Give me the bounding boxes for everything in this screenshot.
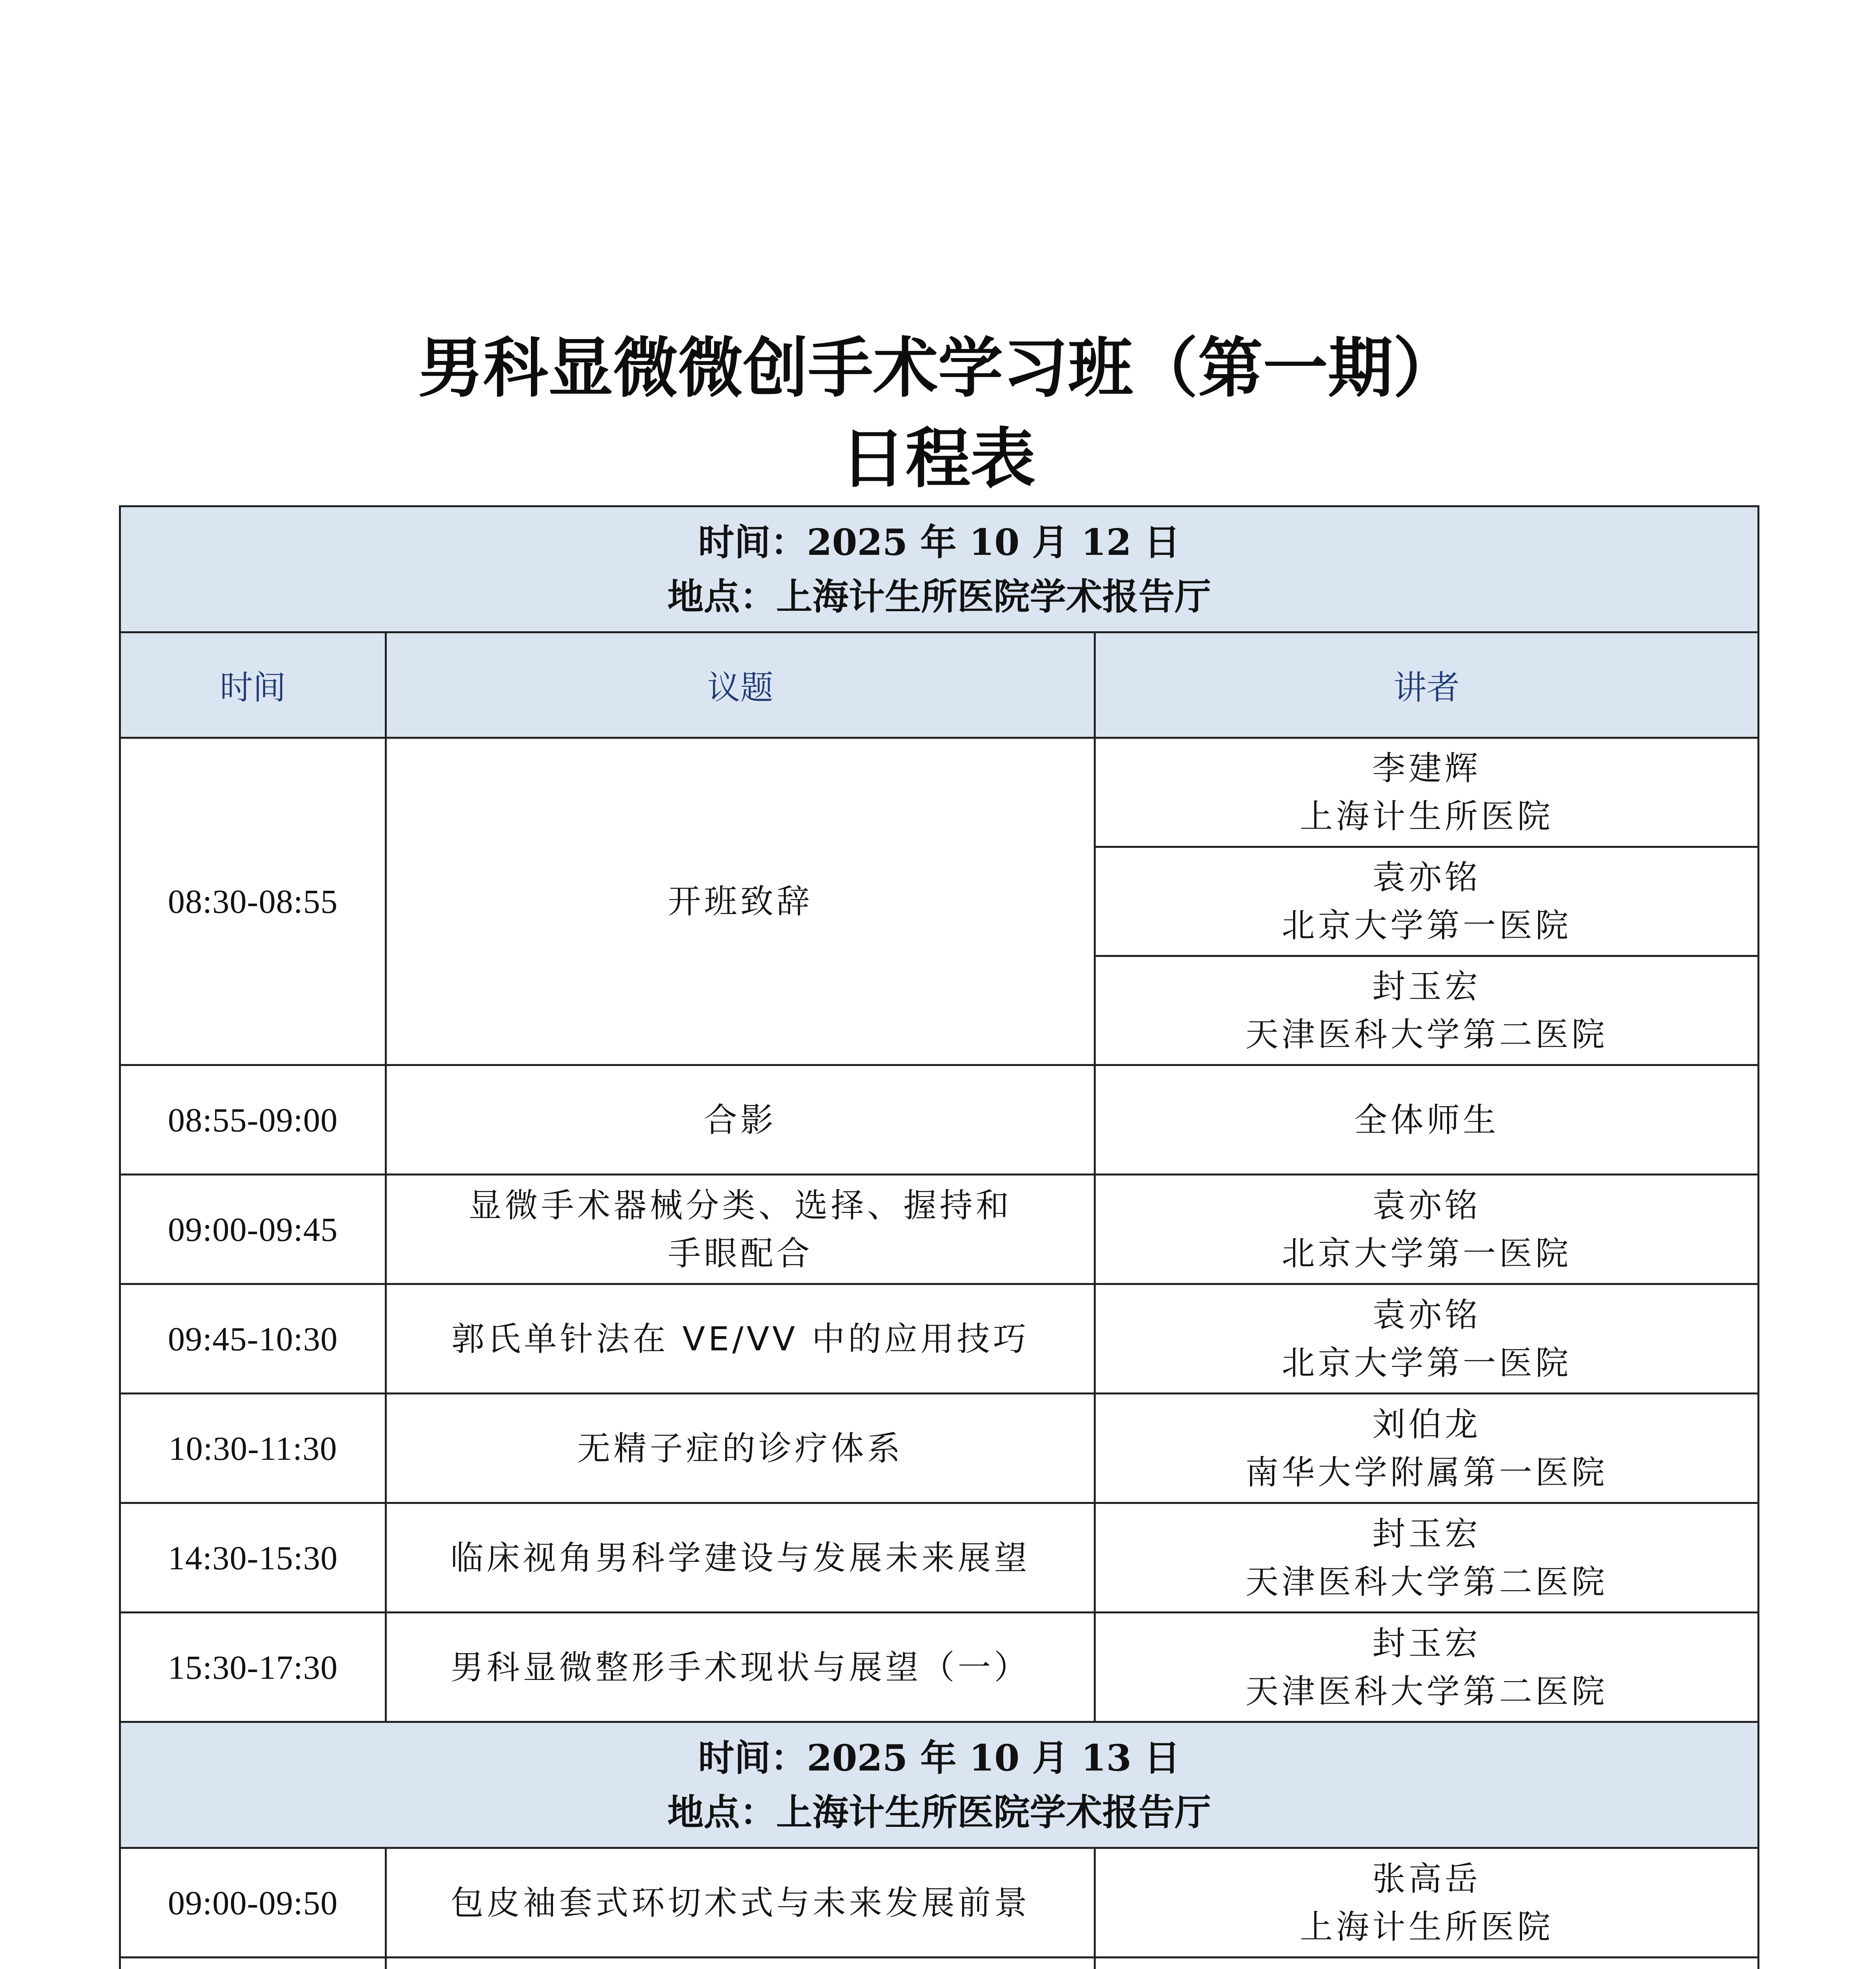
session-speaker — [1095, 1065, 1759, 1175]
topic-line: 显微手术器械分类、选择、握持和 — [468, 1186, 1012, 1225]
day-date: 时间：2025 年 10 月 12 日 — [698, 521, 1180, 564]
session-speaker — [1095, 1848, 1759, 1958]
speaker-affiliation: 上海计生所医院 — [1300, 1907, 1554, 1946]
topic-line: 手眼配合 — [668, 1234, 813, 1273]
topic-line: 开班致辞 — [668, 882, 813, 921]
topic-line: 男科显微整形手术现状与展望（一） — [450, 1648, 1030, 1687]
day-date: 时间：2025 年 10 月 13 日 — [698, 1736, 1180, 1779]
session-topic — [386, 1175, 1095, 1284]
table-row — [120, 738, 1759, 847]
speaker-name: 封玉宏 — [1372, 1514, 1481, 1553]
column-header-topic: 议题 — [386, 632, 1095, 738]
speaker-affiliation: 天津医科大学第二医院 — [1245, 1015, 1608, 1054]
speaker-affiliation: 北京大学第一医院 — [1282, 906, 1572, 945]
speaker-affiliation: 北京大学第一医院 — [1282, 1343, 1572, 1382]
session-topic — [386, 1394, 1095, 1503]
table-row — [120, 1613, 1759, 1722]
session-topic — [386, 1065, 1095, 1175]
table-row — [120, 1848, 1759, 1958]
table-row — [120, 1284, 1759, 1394]
topic-line — [395, 1964, 1086, 1969]
topic-line: 郭氏单针法在 VE/VV 中的应用技巧 — [451, 1319, 1030, 1358]
session-speaker — [1095, 1613, 1759, 1722]
day-venue: 地点：上海计生所医院学术报告厅 — [667, 575, 1211, 618]
speaker-affiliation: 南华大学附属第一医院 — [1245, 1453, 1608, 1492]
speaker-name: 袁亦铭 — [1372, 1186, 1481, 1225]
session-time: 09:45-10:30 — [120, 1284, 386, 1394]
speaker-affiliation: 天津医科大学第二医院 — [1245, 1562, 1608, 1601]
speaker-name: 袁亦铭 — [1372, 1295, 1481, 1334]
session-speaker — [1095, 956, 1759, 1065]
speaker-name — [1104, 1964, 1750, 1969]
session-time: 08:30-08:55 — [120, 738, 386, 1065]
session-time — [120, 1958, 386, 1969]
table-row — [120, 1503, 1759, 1613]
session-speaker — [1095, 738, 1759, 847]
session-speaker — [1095, 847, 1759, 956]
session-speaker — [1095, 1503, 1759, 1613]
table-row — [120, 1175, 1759, 1284]
day-header — [120, 506, 1759, 632]
session-time: 10:30-11:30 — [120, 1394, 386, 1503]
document-title: 男科显微微创手术学习班（第一期） — [418, 330, 1458, 406]
speaker-name: 张高岳 — [1372, 1859, 1481, 1898]
session-topic — [386, 1958, 1095, 1969]
topic-line: 合影 — [704, 1100, 777, 1139]
column-header-time: 时间 — [120, 632, 386, 738]
session-speaker — [1095, 1394, 1759, 1503]
schedule-table — [119, 505, 1759, 1969]
speaker-affiliation: 上海计生所医院 — [1300, 797, 1554, 836]
column-header-speaker: 讲者 — [1095, 632, 1759, 738]
session-topic — [386, 1613, 1095, 1722]
document-subtitle: 日程表 — [841, 421, 1035, 497]
speaker-name: 袁亦铭 — [1372, 858, 1481, 897]
speaker-affiliation: 天津医科大学第二医院 — [1245, 1672, 1608, 1711]
session-time: 09:00-09:45 — [120, 1175, 386, 1284]
session-topic — [386, 1848, 1095, 1958]
speaker-name: 全体师生 — [1354, 1100, 1499, 1139]
table-row — [120, 1958, 1759, 1969]
session-time: 14:30-15:30 — [120, 1503, 386, 1613]
session-time: 09:00-09:50 — [120, 1848, 386, 1958]
session-speaker — [1095, 1175, 1759, 1284]
speaker-name: 刘伯龙 — [1372, 1405, 1481, 1444]
speaker-name: 封玉宏 — [1372, 967, 1481, 1006]
day-venue: 地点：上海计生所医院学术报告厅 — [667, 1791, 1211, 1834]
session-topic — [386, 1503, 1095, 1613]
topic-line: 临床视角男科学建设与发展未来展望 — [450, 1538, 1030, 1577]
session-topic — [386, 1284, 1095, 1394]
speaker-name: 封玉宏 — [1372, 1624, 1481, 1663]
speaker-affiliation: 北京大学第一医院 — [1282, 1234, 1572, 1273]
table-row — [120, 1394, 1759, 1503]
table-row — [120, 1065, 1759, 1175]
session-speaker — [1095, 1958, 1759, 1969]
session-speaker — [1095, 1284, 1759, 1394]
speaker-name: 李建辉 — [1372, 749, 1481, 788]
session-time: 08:55-09:00 — [120, 1065, 386, 1175]
session-topic — [386, 738, 1095, 1065]
topic-line: 包皮袖套式环切术式与未来发展前景 — [450, 1883, 1030, 1922]
topic-line: 无精子症的诊疗体系 — [577, 1429, 904, 1468]
session-time: 15:30-17:30 — [120, 1613, 386, 1722]
day-header — [120, 1722, 1759, 1848]
